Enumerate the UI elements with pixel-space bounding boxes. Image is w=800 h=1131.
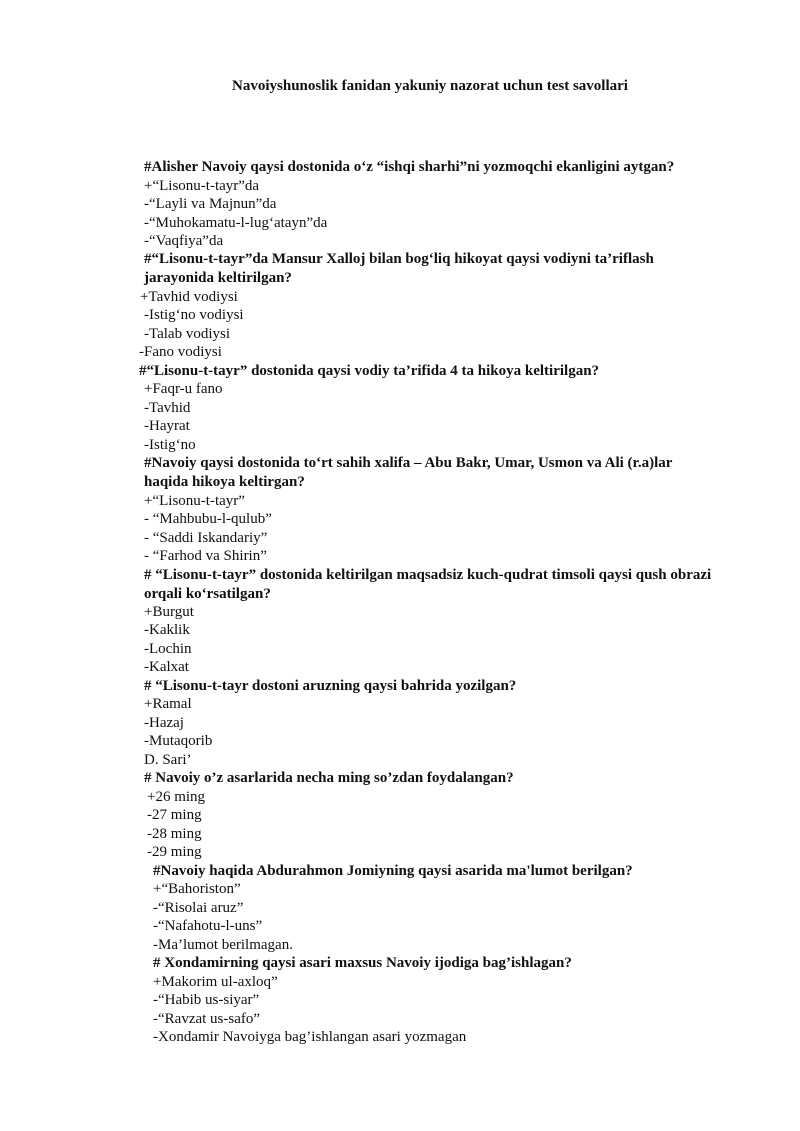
q2-option-3: -Talab vodiysi xyxy=(144,326,231,342)
q9-option-4: -Xondamir Navoiyga bag’ishlangan asari yozmagan xyxy=(153,1029,467,1045)
q4-option-1: +“Lisonu-t-tayr” xyxy=(144,493,245,509)
q5-option-2: -Kaklik xyxy=(144,622,190,638)
q1-option-2: -“Layli va Majnun”da xyxy=(144,196,277,212)
question-2: #“Lisonu-t-tayr”da Mansur Xalloj bilan bog‘liq hikoyat qaysi vodiyni ta’riflash jarayonida keltirilgan? xyxy=(144,251,654,286)
q4-option-2: - “Mahbubu-l-qulub” xyxy=(144,511,272,527)
q2-option-2: -Istig‘no vodiysi xyxy=(144,307,244,323)
q6-option-1: +Ramal xyxy=(144,696,192,712)
question-4: #Navoiy qaysi dostonida to‘rt sahih xalifa – Abu Bakr, Umar, Usmon va Ali (r.a)lar haqida hikoya keltirgan? xyxy=(144,455,673,490)
q8-option-2: -“Risolai aruz” xyxy=(153,900,244,916)
q7-option-2: -27 ming xyxy=(147,807,202,823)
question-5: # “Lisonu-t-tayr” dostonida keltirilgan maqsadsiz kuch-qudrat timsoli qaysi qush obrazi orqali ko‘rsatilgan? xyxy=(144,567,712,602)
q3-option-2: -Tavhid xyxy=(144,400,191,416)
q6-option-3: -Mutaqorib xyxy=(144,733,213,749)
page-title: Navoiyshunoslik fanidan yakuniy nazorat uchun test savollari xyxy=(232,78,628,94)
q7-option-1: +26 ming xyxy=(147,789,206,805)
q2-option-1: +Tavhid vodiysi xyxy=(140,289,238,305)
question-1: #Alisher Navoiy qaysi dostonida o‘z “ishqi sharhi”ni yozmoqchi ekanligini aytgan? xyxy=(144,159,675,175)
q5-option-1: +Burgut xyxy=(144,604,194,620)
q6-option-2: -Hazaj xyxy=(144,715,184,731)
q8-option-4: -Ma’lumot berilmagan. xyxy=(153,937,293,953)
q4-option-4: - “Farhod va Shirin” xyxy=(144,548,267,564)
q9-option-1: +Makorim ul-axloq” xyxy=(153,974,278,990)
q5-option-3: -Lochin xyxy=(144,641,192,657)
q3-option-3: -Hayrat xyxy=(144,418,190,434)
question-8: #Navoiy haqida Abdurahmon Jomiyning qaysi asarida ma'lumot berilgan? xyxy=(153,863,633,879)
q9-option-2: -“Habib us-siyar” xyxy=(153,992,260,1008)
q7-option-4: -29 ming xyxy=(147,844,202,860)
q8-option-3: -“Nafahotu-l-uns” xyxy=(153,918,263,934)
q2-option-4: -Fano vodiysi xyxy=(139,344,222,360)
q7-option-3: -28 ming xyxy=(147,826,202,842)
q5-option-4: -Kalxat xyxy=(144,659,189,675)
q1-option-4: -“Vaqfiya”da xyxy=(144,233,224,249)
q6-option-4: D. Sari’ xyxy=(144,752,192,768)
q1-option-1: +“Lisonu-t-tayr”da xyxy=(144,178,260,194)
question-6: # “Lisonu-t-tayr dostoni aruzning qaysi bahrida yozilgan? xyxy=(144,678,517,694)
q8-option-1: +“Bahoriston” xyxy=(153,881,241,897)
q9-option-3: -“Ravzat us-safo” xyxy=(153,1011,261,1027)
question-3: #“Lisonu-t-tayr” dostonida qaysi vodiy ta’rifida 4 ta hikoya keltirilgan? xyxy=(139,363,600,379)
question-7: # Navoiy o’z asarlarida necha ming so’zdan foydalangan? xyxy=(144,770,514,786)
q3-option-4: -Istig‘no xyxy=(144,437,196,453)
q3-option-1: +Faqr-u fano xyxy=(144,381,223,397)
q4-option-3: - “Saddi Iskandariy” xyxy=(144,530,268,546)
q1-option-3: -“Muhokamatu-l-lug‘atayn”da xyxy=(144,215,328,231)
question-9: # Xondamirning qaysi asari maxsus Navoiy ijodiga bag’ishlagan? xyxy=(153,955,572,971)
